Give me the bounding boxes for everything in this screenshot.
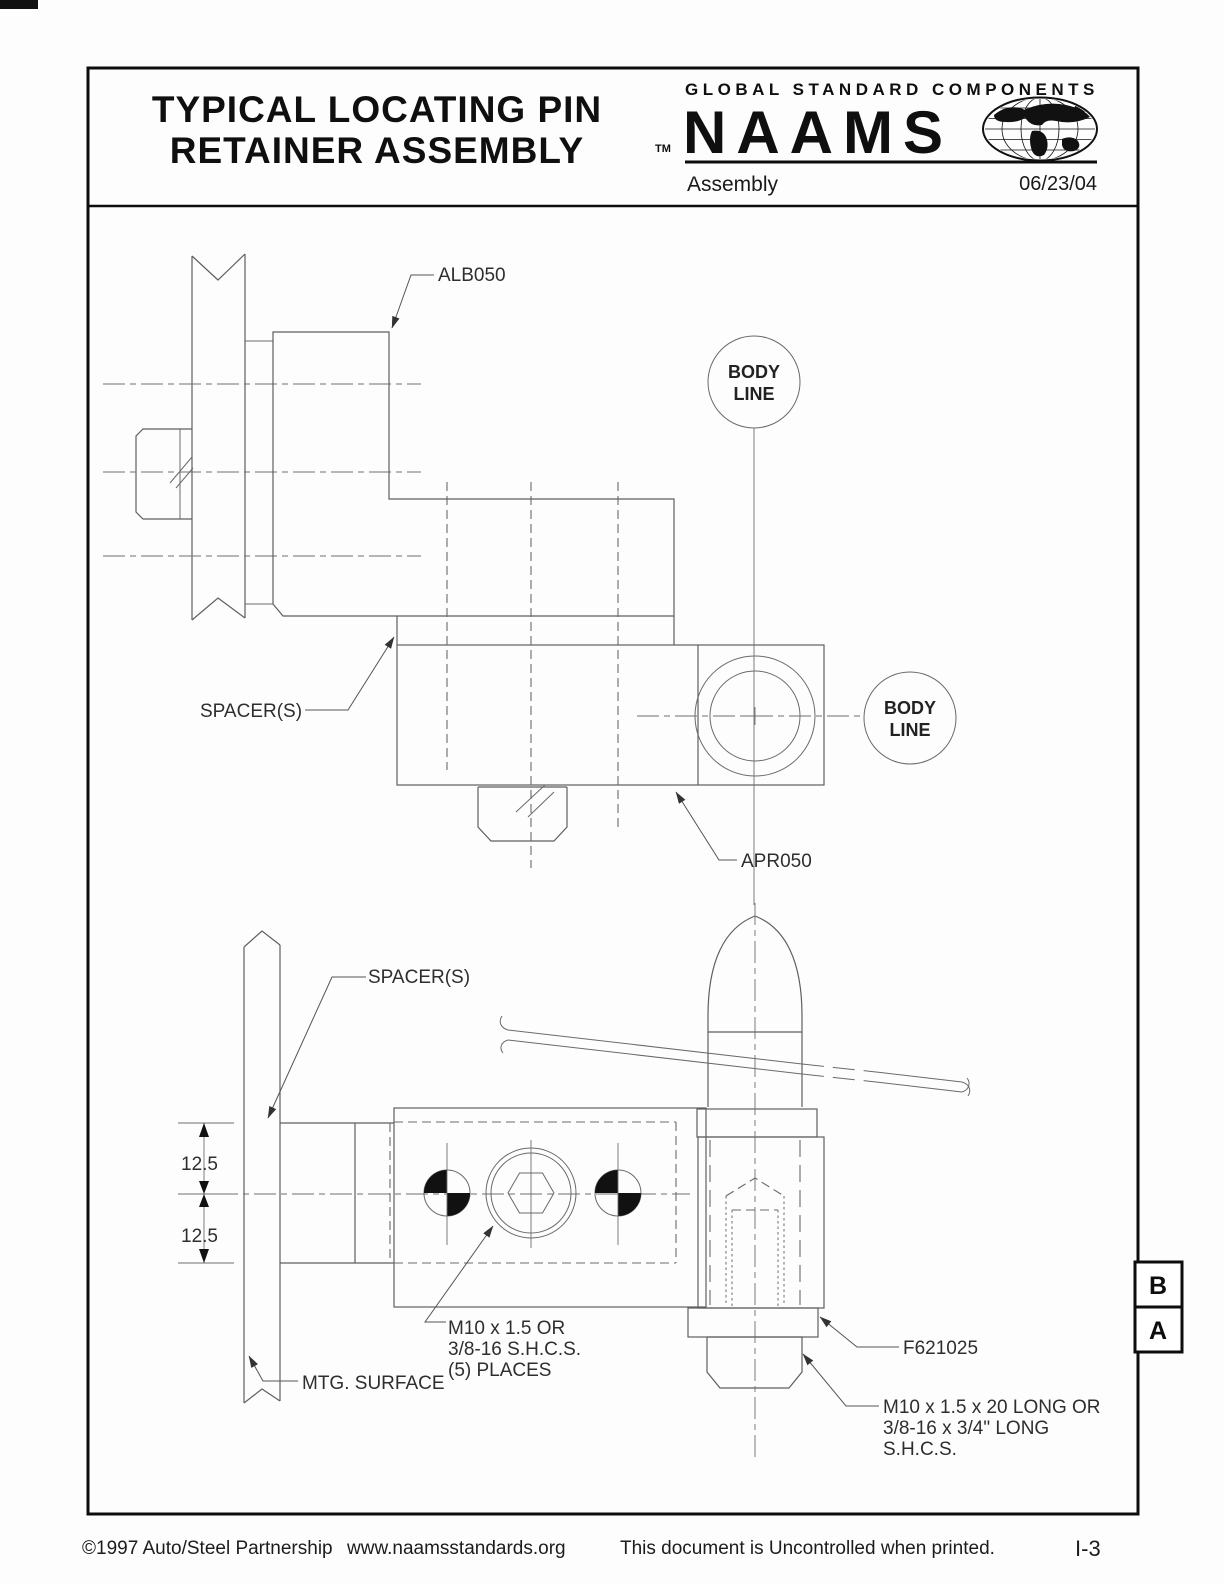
spacer-front	[280, 1123, 394, 1263]
locating-pin	[688, 903, 824, 1460]
body-line-top-word2: LINE	[733, 384, 775, 404]
trademark-mark: TM	[655, 143, 671, 155]
page-title-line1: TYPICAL LOCATING PIN	[151, 89, 603, 130]
brand-tagline: GLOBAL STANDARD COMPONENTS	[685, 80, 1099, 99]
pin-screw-line1: M10 x 1.5 x 20 LONG OR	[883, 1397, 1101, 1418]
globe-logo-icon	[983, 98, 1097, 161]
apr050-leader	[676, 792, 737, 860]
mounting-plate-front	[244, 931, 280, 1403]
pin-id-label: F621025	[903, 1338, 979, 1359]
spacer-strip-side	[397, 616, 674, 645]
shcs-bottom-side	[478, 785, 567, 841]
dim-lower-label: 12.5	[181, 1226, 218, 1247]
body-line-balloon-right	[864, 672, 956, 764]
page-title-line2: RETAINER ASSEMBLY	[169, 130, 585, 171]
footer-page-number: I-3	[1075, 1536, 1101, 1561]
apr050-label: APR050	[741, 851, 812, 872]
body-line-top-word1: BODY	[727, 362, 781, 382]
body-line-right-word1: BODY	[883, 698, 937, 718]
target-symbol-left	[424, 1143, 470, 1245]
pin-screw-line3: S.H.C.S.	[883, 1439, 957, 1460]
mtg-surface-label: MTG. SURFACE	[302, 1373, 445, 1394]
side-view	[103, 254, 956, 905]
hidden-screw-centerlines	[447, 482, 618, 868]
footer-copyright: ©1997 Auto/Steel Partnership	[82, 1538, 333, 1559]
tab-b-label: B	[1148, 1272, 1168, 1300]
front-view	[178, 903, 1101, 1460]
brand-name: NAAMS	[683, 99, 953, 166]
alb050-leader	[392, 275, 434, 328]
screw-note-line2: 3/8-16 S.H.C.S.	[448, 1339, 582, 1360]
footer	[82, 1536, 1101, 1561]
scan-artifact	[0, 0, 38, 9]
revision-tabs	[1135, 1262, 1182, 1352]
panel-lines	[500, 1016, 970, 1096]
dim-upper-label: 12.5	[181, 1154, 218, 1175]
tab-a-label: A	[1148, 1317, 1168, 1345]
mtg-surface-leader	[249, 1356, 298, 1381]
pin-screw-leader	[803, 1354, 879, 1406]
date-label: 06/23/04	[1019, 173, 1097, 195]
shcs-side	[136, 429, 193, 519]
retainer-front	[394, 1108, 706, 1307]
alb050-block	[273, 332, 674, 616]
footer-website: www.naamsstandards.org	[347, 1538, 566, 1559]
plate-block-joint	[245, 341, 273, 604]
dimension-group	[178, 1123, 234, 1263]
apr050-block	[397, 645, 824, 785]
screw-note-line3: (5) PLACES	[448, 1360, 552, 1381]
spacers-front-label: SPACER(S)	[368, 967, 471, 988]
screw-centerlines	[103, 384, 421, 556]
alb050-label: ALB050	[438, 265, 506, 286]
screw-note-line1: M10 x 1.5 OR	[448, 1318, 566, 1339]
pin-screw-line2: 3/8-16 x 3/4" LONG	[883, 1418, 1050, 1439]
mounting-plate-side	[192, 254, 245, 620]
spacers-side-leader	[305, 637, 394, 710]
body-line-balloon-top	[708, 336, 800, 428]
body-line-right-word2: LINE	[889, 720, 931, 740]
footer-uncontrolled-note: This document is Uncontrolled when printed.	[620, 1538, 995, 1559]
spacers-front-leader	[268, 977, 366, 1118]
spacers-side-label: SPACER(S)	[200, 701, 303, 722]
header	[88, 80, 1138, 206]
pin-id-leader	[820, 1317, 899, 1347]
category-label: Assembly	[687, 173, 779, 196]
